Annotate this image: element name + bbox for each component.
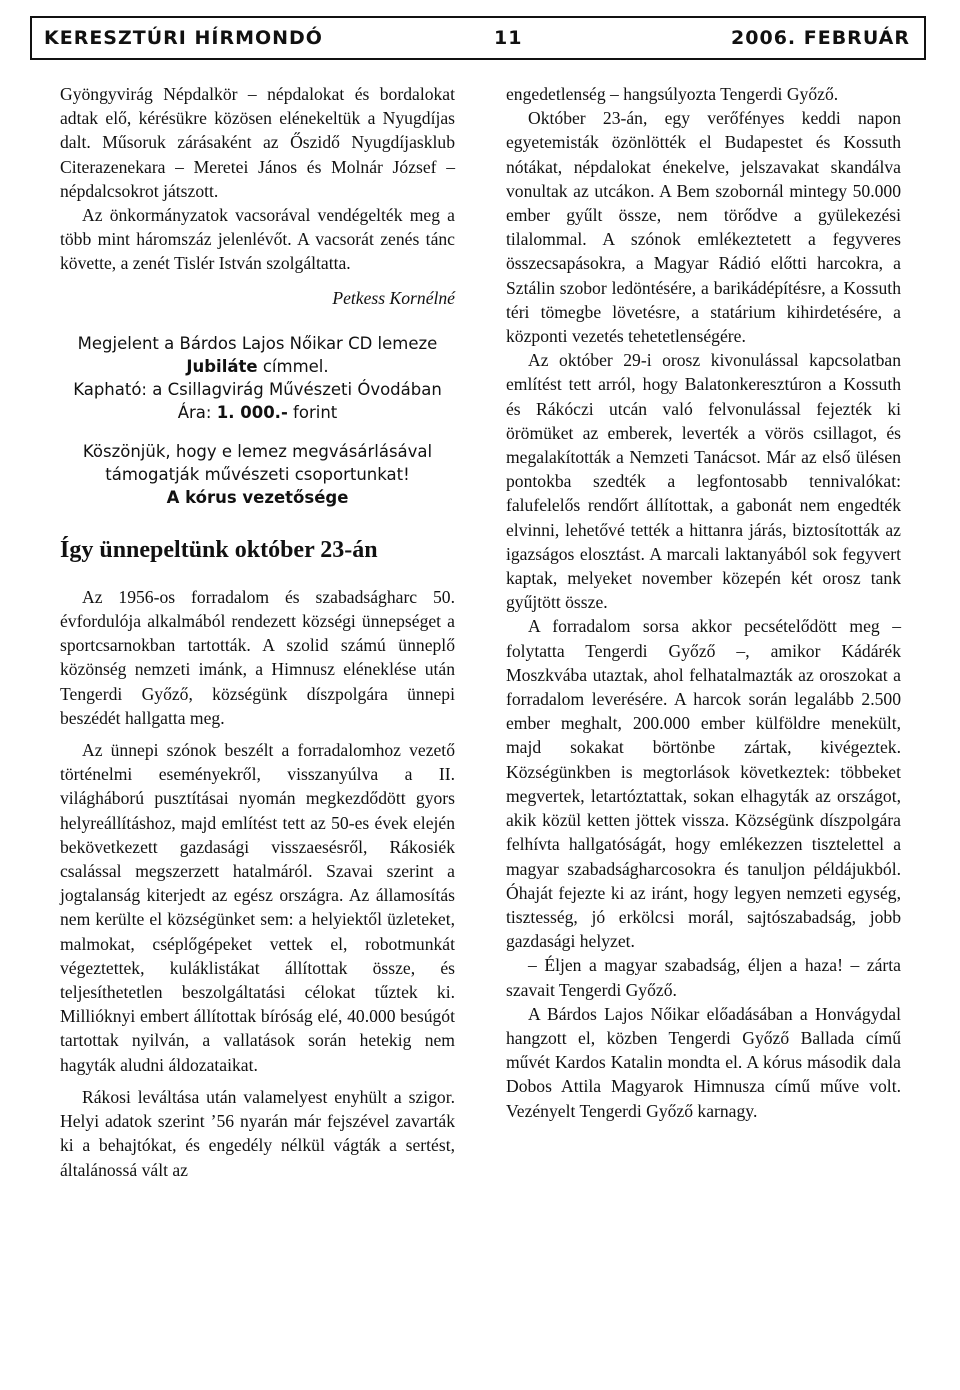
cd-announcement-line: Megjelent a Bárdos Lajos Nőikar CD lemeze [77, 333, 438, 353]
paragraph-choir-performance: A Bárdos Lajos Nőikar előadásában a Honvágydal hangzott el, közben Tengerdi Győző Ballada című művét Kardos Katalin mondta el. A kórus második dala Dobos Attila Magyarok Himnusza című műve volt. Vezényelt Tengerdi Győző karnagy. [506, 1003, 901, 1121]
paragraph-closing-words: – Éljen a magyar szabadság, éljen a haza! – zárta szavait Tengerdi Győző. [506, 955, 901, 1000]
paragraph-rakosi: Rákosi leváltása után valamelyest enyhült a szigor. Helyi adatok szerint ’56 nyarán már fejszével zavarták ki a behajtókat, és engedély nélkül vágták a sertést, általánossá vált az [60, 1086, 455, 1180]
cd-price-unit: forint [287, 402, 338, 422]
page-header [30, 16, 926, 60]
cd-title: Jubiláte [186, 356, 258, 376]
paragraph-history: Az ünnepi szónok beszélt a forradalomhoz vezető történelmi eseményekről, visszanyúlva a II. világháború pusztításai nyomán megkezdődött gyors helyreállításhoz, majd említést tett az 50-es évek elején bekövetkezett gazdasági visszaesésről, Rákosiék csalással megszerzett hatalmáról. Szavai szerint a jogtalanság kiterjedt az egész országra. Az államosítás nem kerülte el községünket sem: a helyiektől üzleteket, malmokat, cséplőgépeket vettek el, robotmunkát végeztettek, kuláklistákat állítottak össze, és teljesíthetetlen beszolgáltatási célokat tűztek ki. Millióknyi embert állítottak bíróság elé, 40.000 besúgót tartottak nyilván, a vallatások során hetekig nem hagyták aludni áldozataikat. [60, 740, 455, 1075]
cd-signature: A kórus vezetősége [166, 487, 349, 507]
cd-price-line [60, 401, 455, 424]
right-column [506, 82, 901, 1123]
issue-date: 2006. FEBRUÁR [731, 27, 910, 49]
cd-thanks: Köszönjük, hogy e lemez megvásárlásával támogatják művészeti csoportunkat! [82, 441, 433, 484]
cd-price-label: Ára: [177, 402, 217, 422]
cd-title-line [60, 355, 455, 378]
paragraph-dinner: Az önkormányzatok vacsorával vendégelték meg a több mint háromszáz jelenlévőt. A vacsorát zenés tánc követte, a zenét Tislér István szolgáltatta. [60, 205, 455, 274]
cd-price: 1. 000.- [216, 402, 288, 422]
paragraph-october-29: Az október 29-i orosz kivonulással kapcsolatban említést tett arról, hogy Balatonkeresztúron a Kossuth és Rákóczi utcán való felvonulással fejezték ki örömüket az emberek, leverték a vörös csillagot, és megalakították a Nemzeti Tanácsot. Már az első ülésen pontokba szedték a legfontosabb tennivalókat: falufelelős rendőrt állítottak, a gabonát nem engedték elvinni, lehetővé tették a hittanra járás, biztosították az igazságos elosztást. A marcali laktanyából sok fegyvert kaptak, melyeket november közepén két orosz tank gyűjtött össze. [506, 350, 901, 613]
cd-announcement [60, 332, 455, 509]
paragraph-revolution-fate: A forradalom sorsa akkor pecsételődött meg – folytatta Tengerdi Győző –, amikor Kádárék Moszkvába utaztak, ahol felhatalmazták az oroszokat a forradalom leverésére. A harcok során legalább 2.500 ember meghalt, 200.000 ember külföldre menekült, majd sokakat börtönbe zártak, kivégeztek. Községünkben is megtorlások következtek: többeket megvertek, letartóztattak, sokan elhagyták az országot, akik közül ketten jöttek vissza. Községünk díszpolgára felhívta hallgatóságát, hogy emlékezzen tisztelettel a magyar szabadságharcosokra és tanuljon példájukból. Óhaját fejezte ki az iránt, hogy legyen nemzeti egység, tisztesség, jó erkölcsi morál, sajtószabadság, jobb gazdasági helyzet. [506, 616, 901, 952]
newspaper-title: KERESZTÚRI HÍRMONDÓ [44, 27, 323, 49]
left-column [60, 82, 455, 1182]
cd-availability: Kapható: a Csillagvirág Művészeti Óvodában [73, 379, 442, 399]
author-signature: Petkess Kornélné [332, 287, 455, 308]
paragraph-folk-choir: Gyöngyvirág Népdalkör – népdalokat és bordalokat adtak elő, kérésükre közösen elénekeltük a Nyugdíjas dalt. Műsoruk zárásaként az Őszidő Nyugdíjasklub Citerazenekara – Meretei János és Molnár József – népdalcsokrot játszott. [60, 84, 455, 201]
paragraph-ceremony: Az 1956-os forradalom és szabadságharc 50. évfordulója alkalmából rendezett községi ünnepséget a sportcsarnokban tartották. A szolid számú ünneplő közönség nemzeti imánk, a Himnusz eléneklése után Tengerdi Győző, községünk díszpolgára ünnepi beszédét hallgatta meg. [60, 586, 455, 728]
article-title: Így ünnepeltünk október 23-án [60, 536, 378, 563]
page-number: 11 [494, 27, 523, 49]
cd-title-suffix: címmel. [257, 356, 329, 376]
paragraph-october-23: Október 23-án, egy verőfényes keddi napon egyetemisták özönlötték el Budapestet és Kossuth nótákat, népdalokat énekelve, jelszavakat skandálva vonultak az utcákon. A Bem szobornál mintegy 50.000 ember gyűlt össze, nem törődve a gyülekezési tilalommal. A szónok emlékeztetett a fegyveres összecsapásokra, a Magyar Rádió előtti harcokra, a Sztálin szobor ledöntésére, a barikádépítésre, a Kossuth téri tömegbe lövetésre, a statárium kihirdetésére, a központi vezetés tehetetlenségére. [506, 108, 901, 347]
paragraph-continuation: engedetlenség – hangsúlyozta Tengerdi Győző. [506, 84, 839, 104]
